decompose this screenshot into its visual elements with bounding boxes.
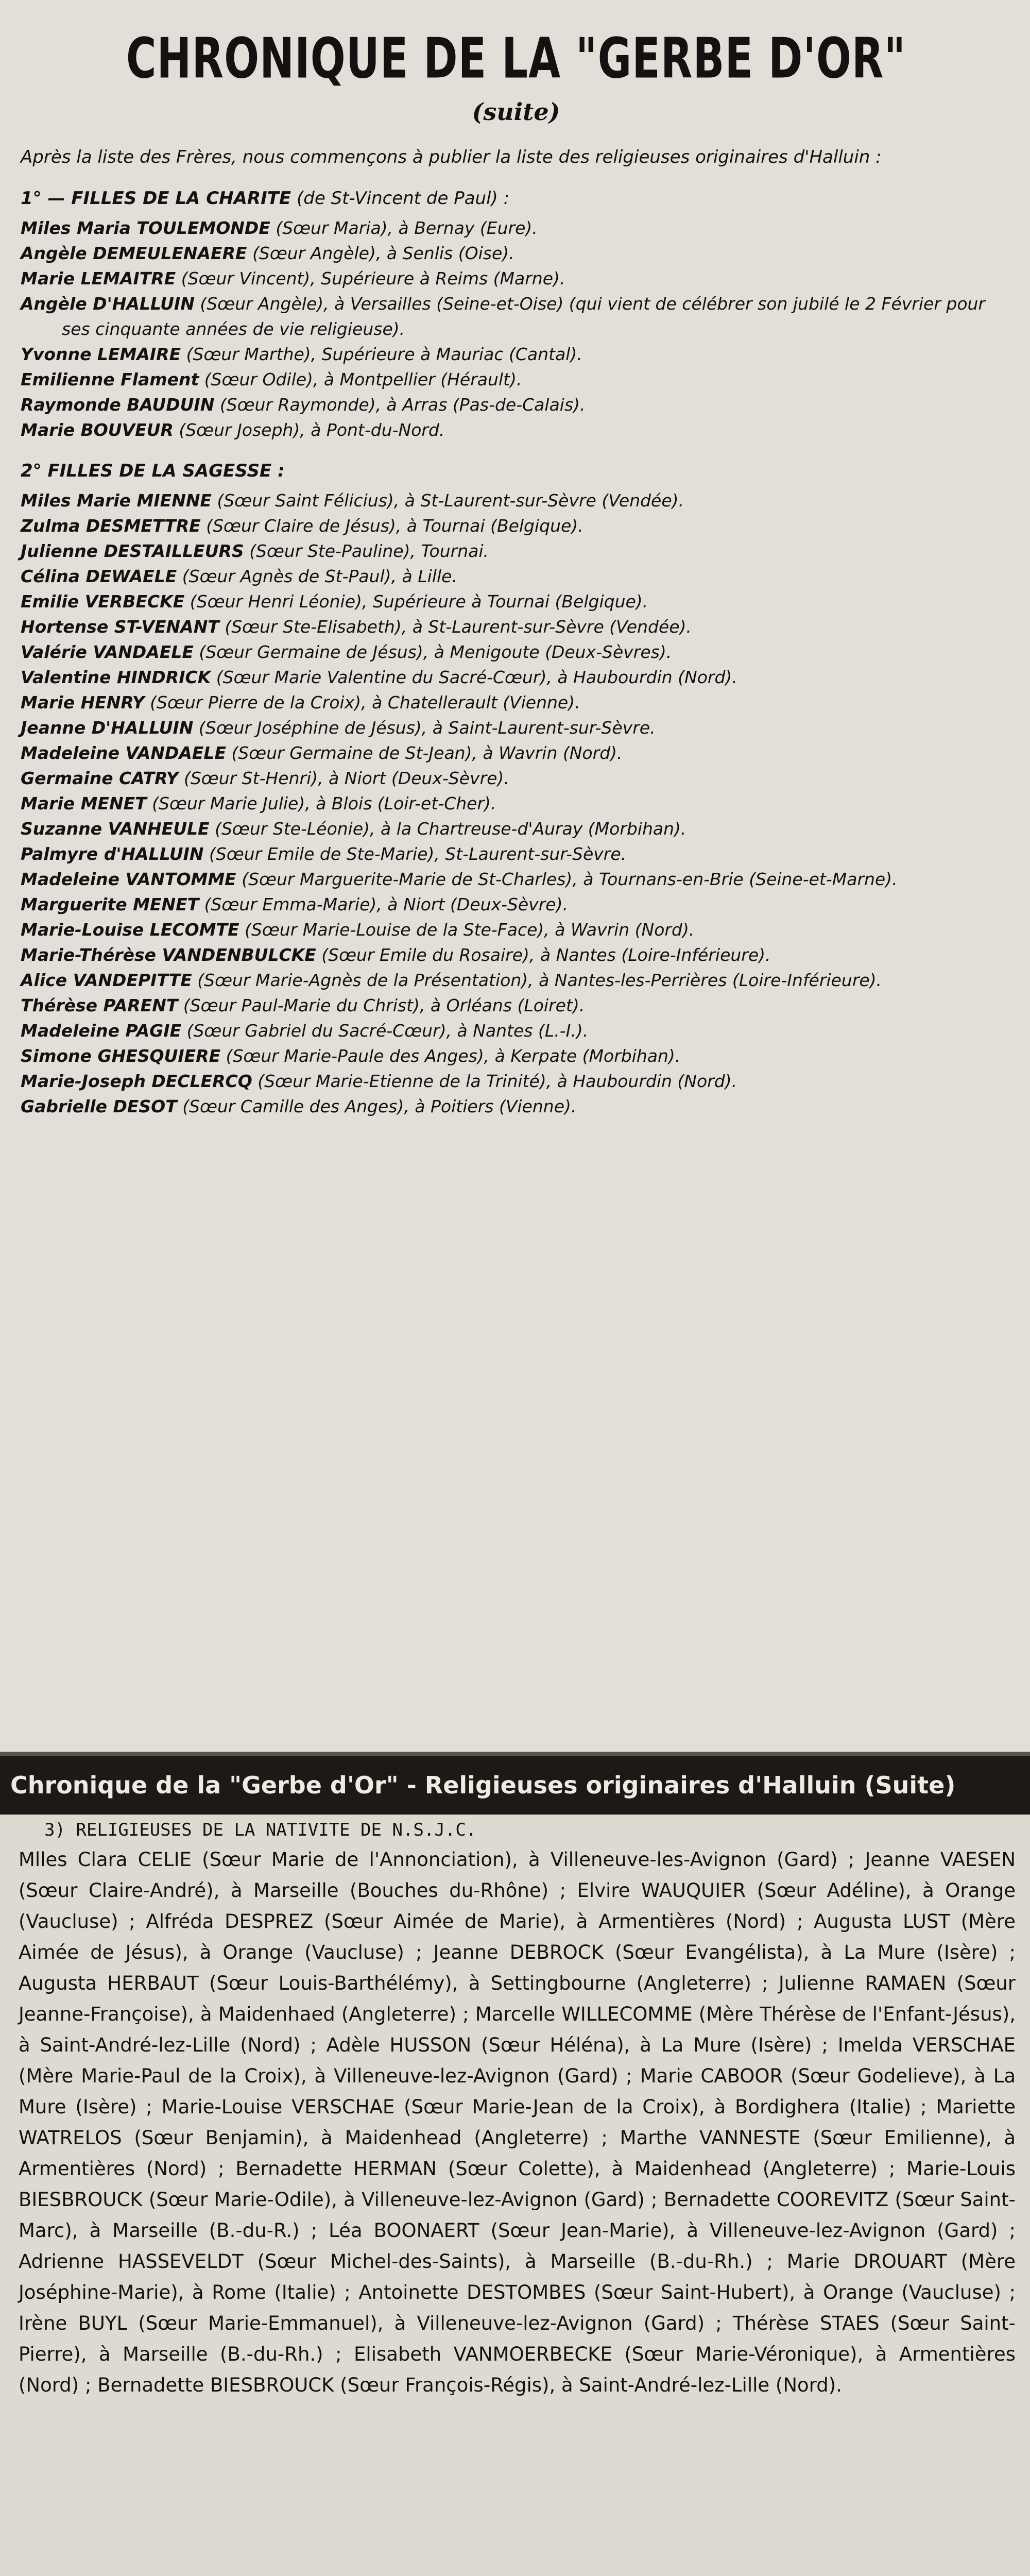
religieuse-detail: (Sœur Emma-Marie), à Niort (Deux-Sèvre). — [204, 894, 568, 914]
religieuse-detail: (Sœur Marie Valentine du Sacré-Cœur), à Haubourdin (Nord). — [216, 667, 737, 687]
list-item — [21, 488, 1011, 513]
list-item — [21, 993, 1011, 1018]
list-item — [21, 665, 1011, 690]
religieuse-name: Suzanne VANHEULE — [21, 819, 210, 839]
list-item — [21, 564, 1011, 589]
list-item — [21, 513, 1011, 538]
list-item — [21, 538, 1011, 564]
section-sub: (de St-Vincent de Paul) : — [296, 188, 510, 209]
religieuse-detail: (Sœur Joséphine de Jésus), à Saint-Laurent-sur-Sèvre. — [198, 718, 656, 738]
religieuse-name: Zulma DESMETTRE — [21, 516, 201, 536]
religieuse-detail: (Sœur Gabriel du Sacré-Cœur), à Nantes (L.-I.). — [186, 1021, 589, 1041]
intro-text: Après la liste des Frères, nous commençons à publier la liste des religieuses originaires d'Halluin : — [21, 147, 882, 167]
religieuse-detail: (Sœur Angèle), à Versailles (Seine-et-Oise) (qui vient de célébrer son jubilé le 2 Février pour ses cinquante années de vie religieuse). — [62, 294, 985, 339]
religieuse-name: Raymonde BAUDUIN — [21, 395, 215, 415]
religieuse-detail: (Sœur Germaine de St-Jean), à Wavrin (Nord). — [231, 743, 623, 763]
list-item — [21, 392, 1011, 417]
religieuse-detail: (Sœur Emile du Rosaire), à Nantes (Loire-Inférieure). — [321, 945, 771, 965]
religieuse-detail: (Sœur Marthe), Supérieure à Mauriac (Cantal). — [186, 344, 582, 364]
religieuse-name: Marie MENET — [21, 793, 147, 814]
religieuse-name: Marguerite MENET — [21, 894, 199, 914]
list-item — [21, 215, 1011, 241]
list-item — [21, 266, 1011, 291]
list-item — [21, 1043, 1011, 1069]
religieuse-detail: (Sœur Marie-Agnès de la Présentation), à Nantes-les-Perrières (Loire-Inférieure). — [197, 970, 882, 990]
chronicle-title: CHRONIQUE DE LA "GERBE D'OR" — [126, 26, 906, 91]
religieuse-detail: (Sœur St-Henri), à Niort (Deux-Sèvre). — [183, 768, 509, 788]
list-item — [21, 740, 1011, 766]
list-item — [21, 342, 1011, 367]
list-item — [21, 1094, 1011, 1119]
religieuse-name: Marie LEMAITRE — [21, 268, 176, 289]
religieuse-detail: (Sœur Vincent), Supérieure à Reims (Marne). — [181, 268, 565, 289]
religieuse-name: Madeleine PAGIE — [21, 1021, 182, 1041]
list-item — [21, 614, 1011, 639]
list-item — [21, 1069, 1011, 1094]
clipping-part-2 — [0, 1752, 1030, 2576]
list-item — [21, 291, 1011, 342]
list-item — [21, 791, 1011, 816]
religieuse-name: Marie HENRY — [21, 692, 145, 713]
religieuse-detail: (Sœur Saint Félicius), à St-Laurent-sur-Sèvre (Vendée). — [217, 490, 684, 511]
list-item — [21, 417, 1011, 443]
religieuse-detail: (Sœur Paul-Marie du Christ), à Orléans (Loiret). — [183, 995, 585, 1015]
religieuse-detail: (Sœur Marie-Louise de la Ste-Face), à Wavrin (Nord). — [245, 920, 695, 940]
religieuse-name: Emilienne Flament — [21, 369, 199, 389]
religieuse-name: Marie-Thérèse VANDENBULCKE — [21, 945, 316, 965]
religieuse-detail: (Sœur Raymonde), à Arras (Pas-de-Calais). — [219, 395, 586, 415]
religieuse-detail: (Sœur Germaine de Jésus), à Menigoute (Deux-Sèvres). — [199, 642, 672, 662]
religieuse-detail: (Sœur Henri Léonie), Supérieure à Tournai (Belgique). — [190, 591, 648, 612]
religieuse-detail: (Sœur Angèle), à Senlis (Oise). — [252, 243, 514, 263]
list-item — [21, 639, 1011, 665]
suite-label: (suite) — [472, 98, 560, 126]
nativite-subtitle: 3) RELIGIEUSES DE LA NATIVITE DE N.S.J.C. — [44, 1820, 477, 1840]
religieuse-detail: (Sœur Odile), à Montpellier (Hérault). — [204, 369, 522, 389]
religieuse-name: Yvonne LEMAIRE — [21, 344, 181, 364]
religieuse-name: Miles Maria TOULEMONDE — [21, 218, 270, 238]
list-item — [21, 766, 1011, 791]
list-item — [21, 241, 1011, 266]
religieuse-name: Jeanne D'HALLUIN — [21, 718, 194, 738]
religieuse-name: Miles Marie MIENNE — [21, 490, 212, 511]
religieuse-name: Gabrielle DESOT — [21, 1096, 177, 1116]
religieuse-name: Valentine HINDRICK — [21, 667, 211, 687]
religieuse-detail: (Sœur Claire de Jésus), à Tournai (Belgique). — [206, 516, 583, 536]
religieuse-name: Alice VANDEPITTE — [21, 970, 192, 990]
list-item — [21, 589, 1011, 614]
religieuse-detail: (Sœur Marie-Paule des Anges), à Kerpate (Morbihan). — [226, 1046, 681, 1066]
religieuse-detail: (Sœur Ste-Pauline), Tournai. — [249, 541, 489, 561]
religieuse-name: Simone GHESQUIERE — [21, 1046, 221, 1066]
religieuse-detail: (Sœur Marie-Etienne de la Trinité), à Haubourdin (Nord). — [258, 1071, 737, 1091]
nativite-paragraph: Mlles Clara CELIE (Sœur Marie de l'Annonciation), à Villeneuve-les-Avignon (Gard) ; Jeanne VAESEN (Sœur Claire-André), à Marseille (Bouches du-Rhône) ; Elvire WAUQUIER (Sœur Adéline), à Orange (Vaucluse) ; Alfréda DESPREZ (Sœur Aimée de Marie), à Armentières (Nord) ; Augusta LUST (Mère Aimée de Jésus), à Orange (Vaucluse) ; Jeanne DEBROCK (Sœur Evangélista), à La Mure (Isère) ; Augusta HERBAUT (Sœur Louis-Barthélémy), à Settingbourne (Angleterre) ; Julienne RAMAEN (Sœur Jeanne-Françoise), à Maidenhaed (Angleterre) ; Marcelle WILLECOMME (Mère Thérèse de l'Enfant-Jésus), à Saint-André-lez-Lille (Nord) ; Adèle HUSSON (Sœur Héléna), à La Mure (Isère) ; Imelda VERSCHAE (Mère Marie-Paul de la Croix), à Villeneuve-lez-Avignon (Gard) ; Marie CABOOR (Sœur Godelieve), à La Mure (Isère) ; Marie-Louise VERSCHAE (Sœur Marie-Jean de la Croix), à Bordighera (Italie) ; Mariette WATRELOS (Sœur Benjamin), à Maidenhead (Angleterre) ; Marthe VANNESTE (Sœur Emilienne), à Armentières (Nord) ; Bernadette HERMAN (Sœur Colette), à Maidenhead (Angleterre) ; Marie-Louis BIESBROUCK (Sœur Marie-Odile), à Villeneuve-lez-Avignon (Gard) ; Bernadette COOREVITZ (Sœur Saint-Marc), à Marseille (B.-du-R.) ; Léa BOONAERT (Sœur Jean-Marie), à Villeneuve-lez-Avignon (Gard) ; Adrienne HASSEVELDT (Sœur Michel-des-Saints), à Marseille (B.-du-Rh.) ; Marie DROUART (Mère Joséphine-Marie), à Rome (Italie) ; Antoinette DESTOMBES (Sœur Saint-Hubert), à Orange (Vaucluse) ; Irène BUYL (Sœur Marie-Emmanuel), à Villeneuve-lez-Avignon (Gard) ; Thérèse STAES (Sœur Saint-Pierre), à Marseille (B.-du-Rh.) ; Elisabeth VANMOERBECKE (Sœur Marie-Véronique), à Armentières (Nord) ; Bernadette BIESBROUCK (Sœur François-Régis), à Saint-André-lez-Lille (Nord). — [19, 1849, 1016, 2396]
religieuse-name: Thérèse PARENT — [21, 995, 178, 1015]
religieuse-name: Angèle D'HALLUIN — [21, 294, 195, 314]
religieuse-name: Valérie VANDAELE — [21, 642, 194, 662]
religieuse-name: Angèle DEMEULENAERE — [21, 243, 247, 263]
list-item — [21, 690, 1011, 715]
religieuse-name: Germaine CATRY — [21, 768, 179, 788]
section-heading — [21, 458, 1011, 484]
religieuse-detail: (Sœur Ste-Léonie), à la Chartreuse-d'Auray (Morbihan). — [215, 819, 686, 839]
list-item — [21, 917, 1011, 942]
list-item — [21, 892, 1011, 917]
religieuse-name: Julienne DESTAILLEURS — [21, 541, 244, 561]
list-item — [21, 715, 1011, 740]
religieuse-name: Marie-Louise LECOMTE — [21, 920, 239, 940]
religieuse-detail: (Sœur Marguerite-Marie de St-Charles), à Tournans-en-Brie (Seine-et-Marne). — [242, 869, 898, 889]
religieuse-name: Emilie VERBECKE — [21, 591, 185, 612]
section-label: 2° FILLES DE LA SAGESSE : — [21, 461, 285, 481]
religieuse-detail: (Sœur Maria), à Bernay (Eure). — [276, 218, 538, 238]
religieuse-name: Célina DEWAELE — [21, 566, 177, 586]
section-heading — [21, 185, 1011, 211]
religieuse-detail: (Sœur Agnès de St-Paul), à Lille. — [182, 566, 457, 586]
list-item — [21, 1018, 1011, 1043]
religieuse-detail: (Sœur Marie Julie), à Blois (Loir-et-Cher). — [152, 793, 496, 814]
religieuse-detail: (Sœur Joseph), à Pont-du-Nord. — [179, 420, 445, 440]
religieuse-detail: (Sœur Ste-Elisabeth), à St-Laurent-sur-Sèvre (Vendée). — [225, 617, 692, 637]
list-item — [21, 367, 1011, 392]
entry-list — [21, 488, 1011, 1119]
list-item — [21, 867, 1011, 892]
sections-list — [21, 185, 1011, 1119]
nativite-header: Chronique de la "Gerbe d'Or" - Religieuses originaires d'Halluin (Suite) — [0, 1756, 1030, 1815]
religieuse-name: Marie-Joseph DECLERCQ — [21, 1071, 252, 1091]
religieuse-detail: (Sœur Camille des Anges), à Poitiers (Vienne). — [182, 1096, 577, 1116]
religieuse-name: Madeleine VANTOMME — [21, 869, 236, 889]
section-label: 1° — FILLES DE LA CHARITE — [21, 188, 291, 209]
list-item — [21, 942, 1011, 968]
list-item — [21, 841, 1011, 867]
list-item — [21, 816, 1011, 841]
religieuse-detail: (Sœur Emile de Ste-Marie), St-Laurent-sur-Sèvre. — [209, 844, 627, 864]
religieuse-name: Hortense ST-VENANT — [21, 617, 219, 637]
religieuse-detail: (Sœur Pierre de la Croix), à Chatellerault (Vienne). — [150, 692, 580, 713]
list-item — [21, 968, 1011, 993]
entry-list — [21, 215, 1011, 443]
religieuse-name: Palmyre d'HALLUIN — [21, 844, 204, 864]
religieuse-name: Marie BOUVEUR — [21, 420, 174, 440]
religieuse-name: Madeleine VANDAELE — [21, 743, 226, 763]
